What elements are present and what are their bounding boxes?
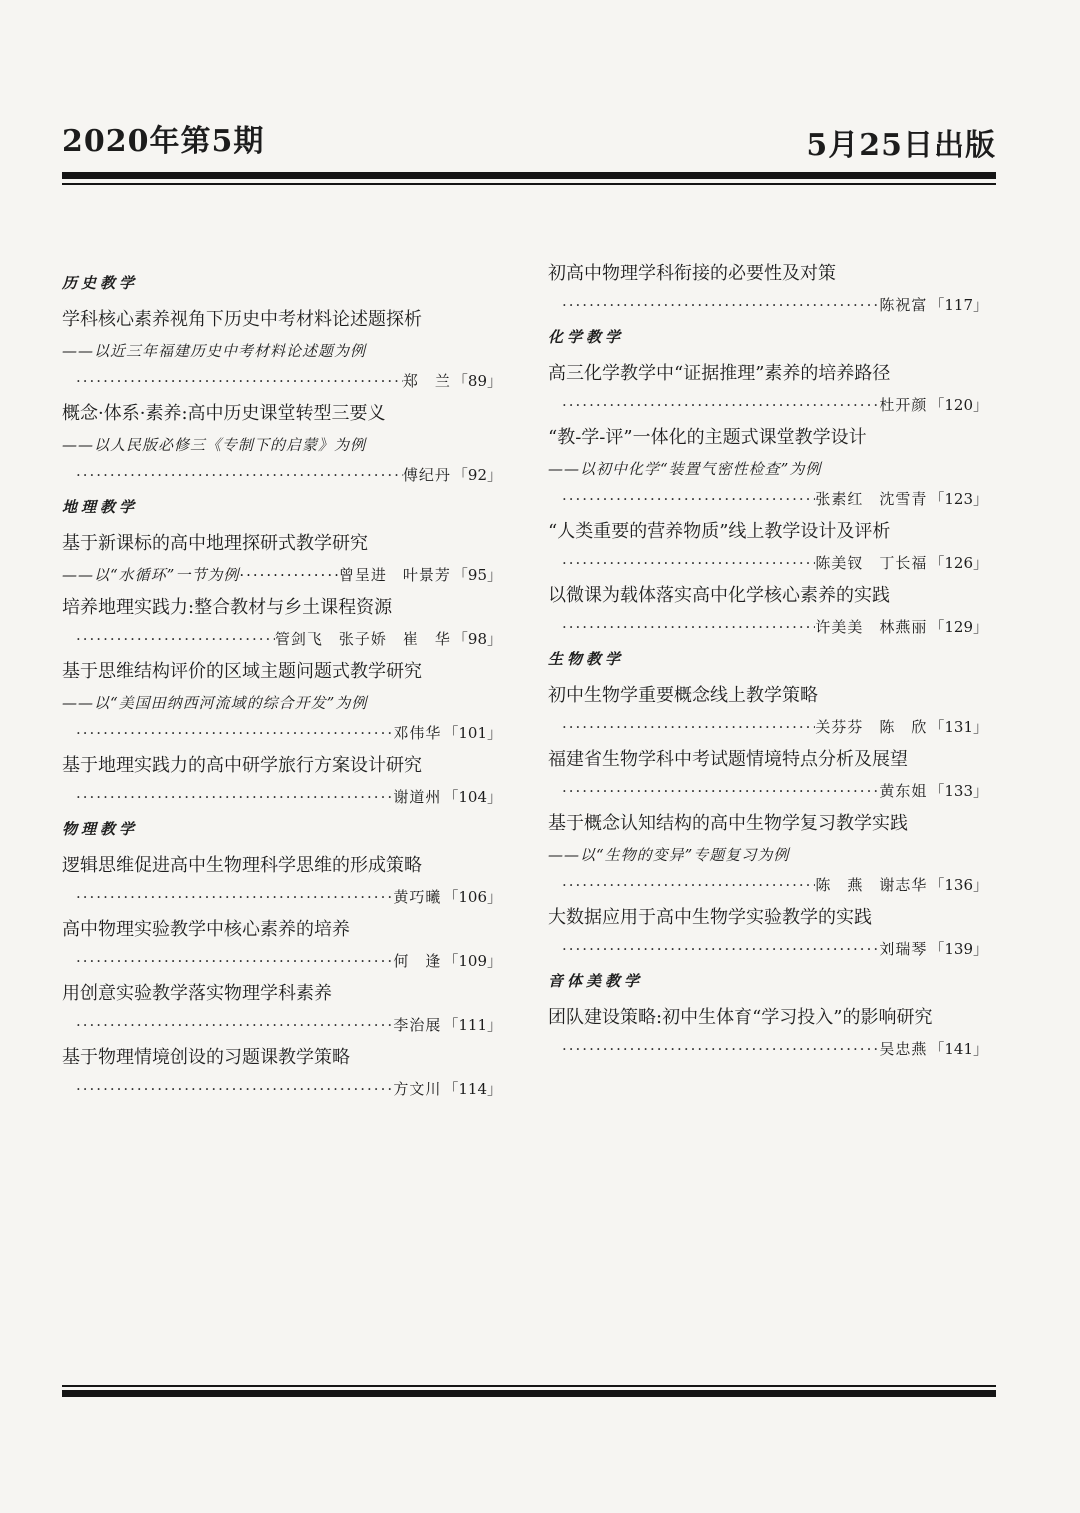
article-title: 逻辑思维促进高中生物理科学思维的形成策略 [62, 855, 422, 876]
page-number: 「98」 [452, 630, 502, 648]
author-line [548, 294, 988, 316]
author-line [548, 780, 988, 802]
article-title: 基于新课标的高中地理探研式教学研究 [62, 533, 368, 554]
leader-dots [76, 1078, 393, 1100]
author-name: 傅纪丹 [402, 466, 451, 484]
author-name: 许美美 林燕丽 [815, 618, 928, 636]
author-line [62, 628, 502, 650]
author-name: 李治展 [393, 1016, 442, 1034]
page-number: 「101」 [443, 724, 502, 742]
section-heading: 历史教学 [62, 274, 139, 292]
author-name: 何 逢 [393, 952, 442, 970]
article-subtitle: ——以“美国田纳西河流域的综合开发”为例 [62, 694, 368, 712]
author-name: 张素红 沈雪青 [815, 490, 928, 508]
article-subtitle: ——以初中化学“装置气密性检查”为例 [548, 460, 822, 478]
author-line [548, 616, 988, 638]
leader-dots [562, 938, 879, 960]
author-line [62, 950, 502, 972]
author-line [62, 1014, 502, 1036]
author-name: 杜开颜 [879, 396, 928, 414]
section-heading: 物理教学 [62, 820, 139, 838]
leader-dots [76, 950, 393, 972]
author-name: 曾呈进 叶景芳 [338, 566, 451, 584]
toc-entry [62, 308, 502, 392]
toc-entry [548, 520, 988, 574]
toc-entry [548, 262, 988, 316]
article-title: 基于思维结构评价的区域主题问题式教学研究 [62, 661, 422, 682]
article-title: 以微课为载体落实高中化学核心素养的实践 [548, 585, 890, 606]
author-line [548, 874, 988, 896]
author-line [62, 886, 502, 908]
right-column [548, 262, 988, 1070]
leader-dots [562, 1038, 879, 1060]
page-number: 「126」 [929, 554, 988, 572]
article-title: 学科核心素养视角下历史中考材料论述题探析 [62, 309, 422, 330]
author-line [62, 370, 502, 392]
toc-entry [548, 584, 988, 638]
author-name: 黄东姐 [879, 782, 928, 800]
page-number: 「109」 [443, 952, 502, 970]
toc-entry [62, 532, 502, 586]
left-column [62, 262, 502, 1110]
article-title: 高三化学教学中“证据推理”素养的培养路径 [548, 363, 891, 384]
page-number: 「89」 [452, 372, 502, 390]
page-number: 「123」 [929, 490, 988, 508]
author-name: 刘瑞琴 [879, 940, 928, 958]
author-line [62, 786, 502, 808]
toc-entry [548, 748, 988, 802]
author-name: 陈美钗 丁长福 [815, 554, 928, 572]
leader-dots [76, 370, 403, 392]
leader-dots [76, 722, 393, 744]
section-heading: 地理教学 [62, 498, 139, 516]
article-title: 高中物理实验教学中核心素养的培养 [62, 919, 350, 940]
toc-entry [548, 362, 988, 416]
toc-entry [62, 1046, 502, 1100]
author-line [548, 394, 988, 416]
toc-entry [548, 426, 988, 510]
article-title: 基于地理实践力的高中研学旅行方案设计研究 [62, 755, 422, 776]
page-number: 「136」 [929, 876, 988, 894]
author-name: 吴忠燕 [879, 1040, 928, 1058]
leader-dots [562, 716, 815, 738]
article-title: 团队建设策略:初中生体育“学习投入”的影响研究 [548, 1007, 933, 1028]
article-title: “人类重要的营养物质”线上教学设计及评析 [548, 521, 891, 542]
page-number: 「114」 [443, 1080, 502, 1098]
page-number: 「141」 [929, 1040, 988, 1058]
article-title: 初中生物学重要概念线上教学策略 [548, 685, 818, 706]
page-number: 「117」 [929, 296, 988, 314]
page-number: 「106」 [443, 888, 502, 906]
toc-entry [548, 812, 988, 896]
toc-entry [548, 906, 988, 960]
author-line [62, 722, 502, 744]
toc-entry [62, 982, 502, 1036]
article-subtitle: ——以“生物的变异”专题复习为例 [548, 846, 790, 864]
leader-dots [76, 628, 275, 650]
toc-entry [548, 1006, 988, 1060]
author-line [62, 1078, 502, 1100]
author-name: 陈祝富 [879, 296, 928, 314]
leader-dots [76, 886, 393, 908]
publish-date: 5月25日出版 [806, 128, 996, 163]
toc-entry [62, 660, 502, 744]
subtitle-author-line [62, 564, 502, 586]
article-title: 基于概念认知结构的高中生物学复习教学实践 [548, 813, 908, 834]
article-subtitle: ——以“水循环”一节为例 [62, 566, 240, 584]
article-title: “教-学-评”一体化的主题式课堂教学设计 [548, 427, 867, 448]
article-title: 初高中物理学科衔接的必要性及对策 [548, 263, 836, 284]
author-line [548, 1038, 988, 1060]
page-number: 「95」 [452, 566, 502, 584]
article-subtitle: ——以近三年福建历史中考材料论述题为例 [62, 342, 367, 360]
author-name: 黄巧曦 [393, 888, 442, 906]
author-name: 管剑飞 张子娇 崔 华 [274, 630, 451, 648]
article-title: 培养地理实践力:整合教材与乡土课程资源 [62, 597, 393, 618]
page-number: 「129」 [929, 618, 988, 636]
header-rule-thick [62, 172, 996, 179]
author-line [548, 552, 988, 574]
leader-dots [562, 552, 815, 574]
leader-dots [239, 564, 339, 586]
page-number: 「92」 [452, 466, 502, 484]
article-title: 福建省生物学科中考试题情境特点分析及展望 [548, 749, 908, 770]
toc-entry [62, 854, 502, 908]
article-title: 概念·体系·素养:高中历史课堂转型三要义 [62, 403, 386, 424]
page-number: 「120」 [929, 396, 988, 414]
page-number: 「133」 [929, 782, 988, 800]
article-title: 基于物理情境创设的习题课教学策略 [62, 1047, 350, 1068]
leader-dots [562, 488, 815, 510]
toc-entry [62, 754, 502, 808]
leader-dots [76, 786, 393, 808]
author-name: 方文川 [393, 1080, 442, 1098]
author-line [548, 938, 988, 960]
page-number: 「139」 [929, 940, 988, 958]
page-number: 「131」 [929, 718, 988, 736]
article-title: 大数据应用于高中生物学实验教学的实践 [548, 907, 872, 928]
issue-label: 2020年第5期 [62, 124, 265, 159]
section-heading: 音体美教学 [548, 972, 644, 990]
leader-dots [562, 394, 879, 416]
toc-entry [62, 596, 502, 650]
author-line [62, 464, 502, 486]
footer-rule-thick [62, 1390, 996, 1397]
author-line [548, 488, 988, 510]
leader-dots [562, 780, 879, 802]
toc-entry [62, 918, 502, 972]
leader-dots [76, 1014, 393, 1036]
header-rule-thin [62, 183, 996, 185]
author-name: 邓伟华 [393, 724, 442, 742]
author-name: 郑 兰 [402, 372, 451, 390]
toc-entry [62, 402, 502, 486]
page-number: 「104」 [443, 788, 502, 806]
page-number: 「111」 [443, 1016, 502, 1034]
section-heading: 化学教学 [548, 328, 625, 346]
section-heading: 生物教学 [548, 650, 625, 668]
leader-dots [562, 616, 815, 638]
author-name: 关芬芬 陈 欣 [815, 718, 928, 736]
author-line [548, 716, 988, 738]
article-subtitle: ——以人民版必修三《专制下的启蒙》为例 [62, 436, 367, 454]
leader-dots [562, 874, 815, 896]
footer-rule-thin [62, 1385, 996, 1387]
toc-entry [548, 684, 988, 738]
author-name: 陈 燕 谢志华 [815, 876, 928, 894]
author-name: 谢道州 [393, 788, 442, 806]
article-title: 用创意实验教学落实物理学科素养 [62, 983, 332, 1004]
leader-dots [562, 294, 879, 316]
leader-dots [76, 464, 403, 486]
